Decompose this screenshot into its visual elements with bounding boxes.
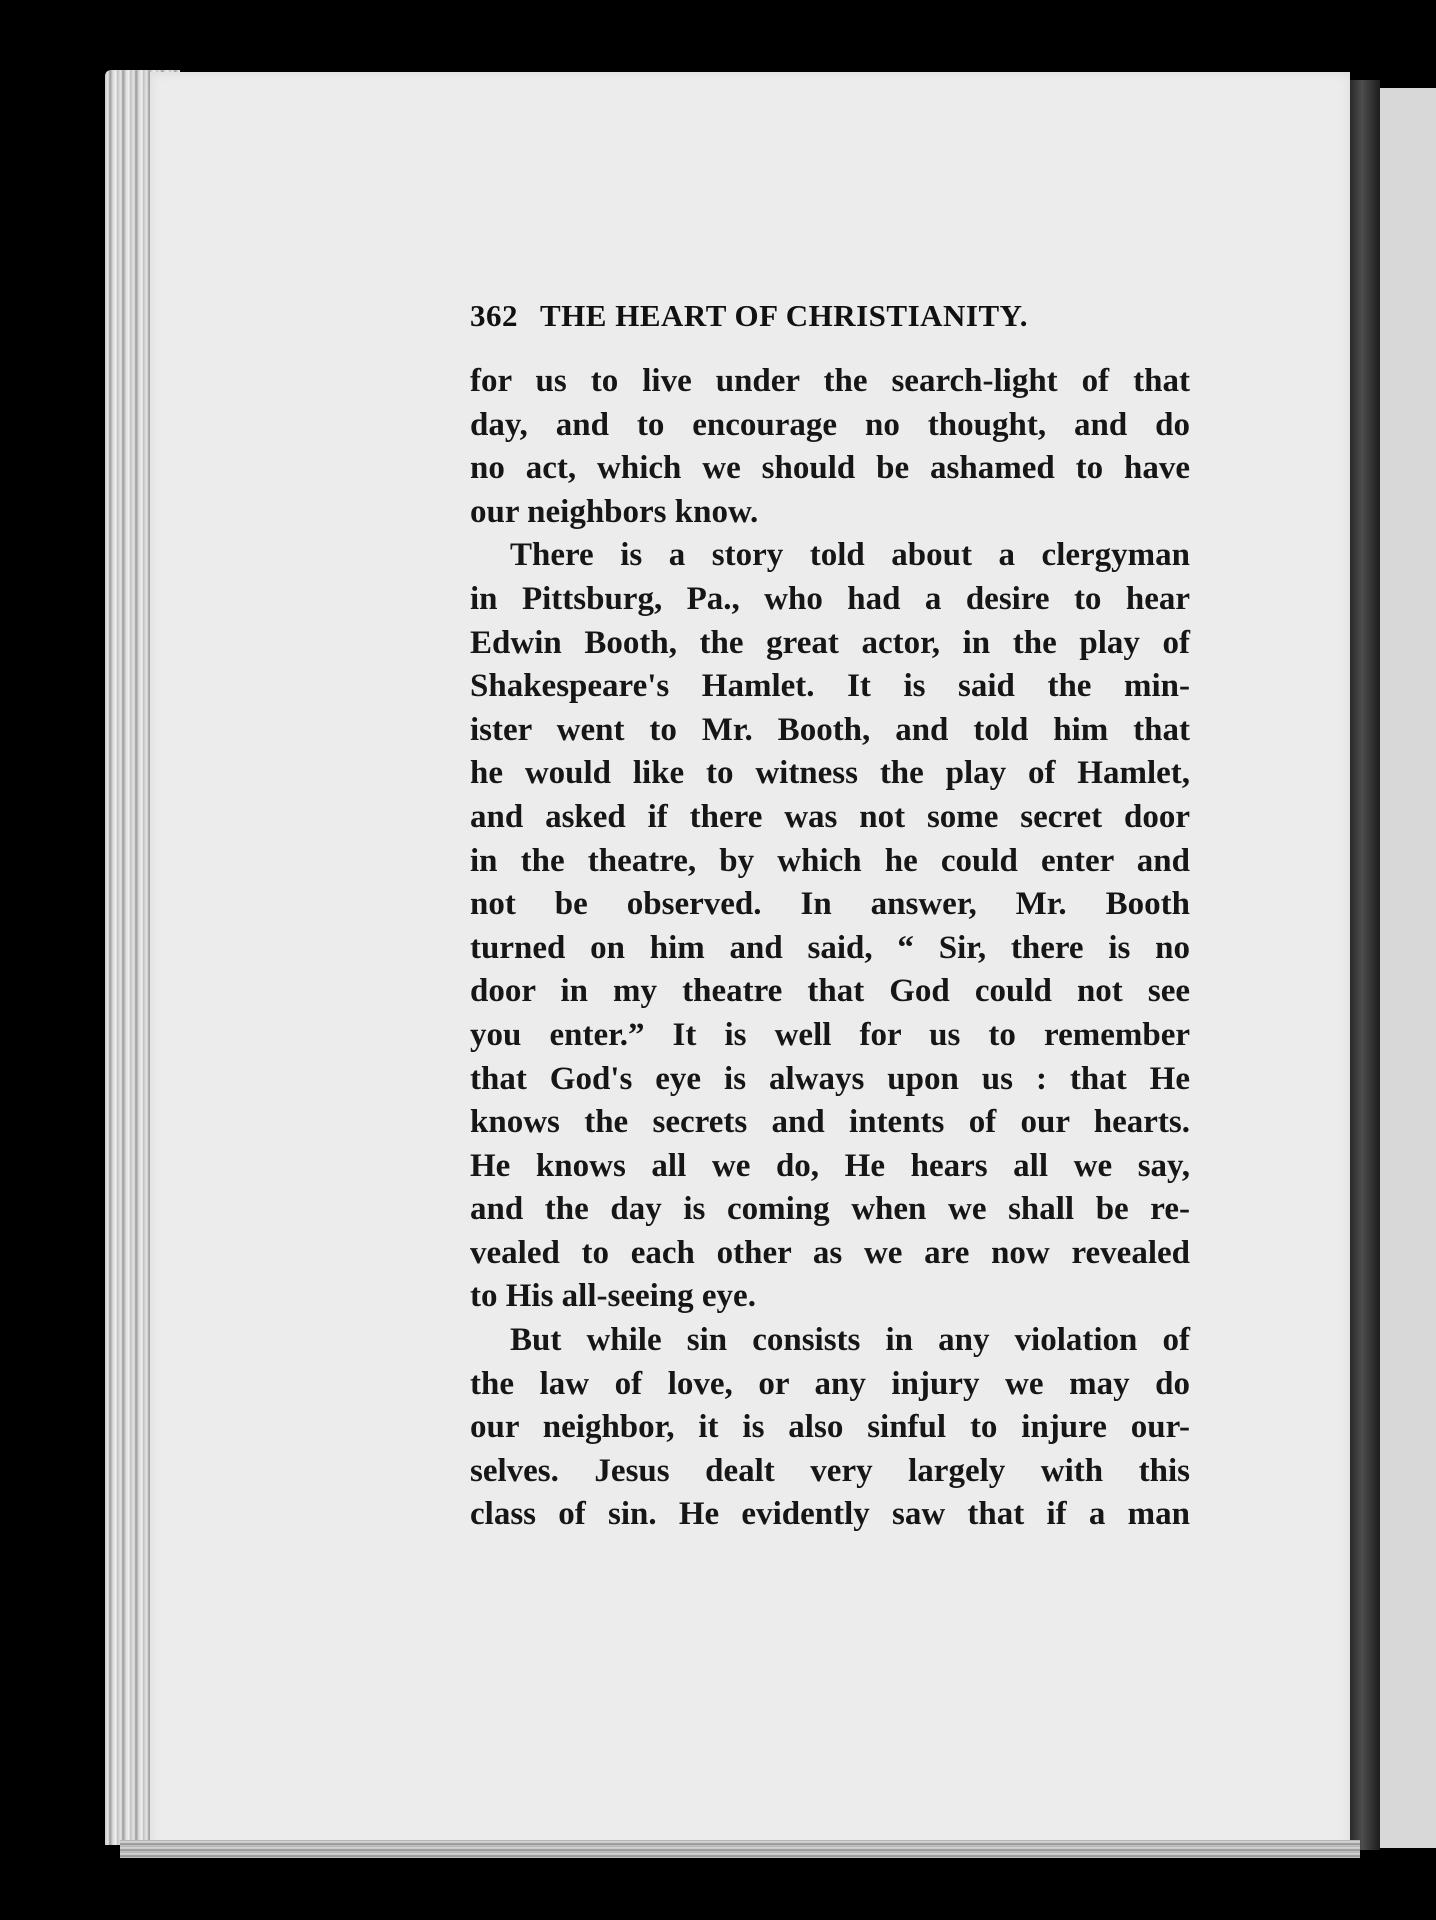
- body-text: [470, 360, 1190, 1537]
- text-line: our neighbors know.: [470, 493, 759, 530]
- bottom-page-edges: [120, 1840, 1360, 1858]
- book-binding: [1350, 80, 1380, 1850]
- text-line: to His all-seeing eye.: [470, 1278, 756, 1315]
- text-line: in Pittsburg, Pa., who had a desire to hear: [470, 580, 1190, 617]
- text-line: Edwin Booth, the great actor, in the play of: [470, 624, 1190, 661]
- text-line: that God's eye is always upon us : that He: [470, 1060, 1190, 1097]
- text-line: for us to live under the search-light of that: [470, 363, 1190, 399]
- text-line: day, and to encourage no thought, and do: [470, 406, 1190, 443]
- text-line: you enter.” It is well for us to remember: [470, 1016, 1190, 1053]
- text-line: knows the secrets and intents of our hearts.: [470, 1104, 1190, 1141]
- text-line: But while sin consists in any violation of: [510, 1322, 1190, 1359]
- adjacent-page-edge: [1380, 88, 1436, 1848]
- text-line: the law of love, or any injury we may do: [470, 1365, 1190, 1402]
- text-line: our neighbor, it is also sinful to injure our-: [470, 1409, 1190, 1446]
- text-line: he would like to witness the play of Hamlet,: [470, 755, 1190, 792]
- text-line: door in my theatre that God could not see: [470, 973, 1190, 1010]
- text-line: in the theatre, by which he could enter and: [470, 842, 1190, 879]
- text-line: no act, which we should be ashamed to have: [470, 450, 1190, 487]
- text-line: not be observed. In answer, Mr. Booth: [470, 886, 1190, 923]
- text-line: There is a story told about a clergyman: [510, 537, 1190, 574]
- text-line: selves. Jesus dealt very largely with this: [470, 1452, 1190, 1489]
- text-line: turned on him and said, “ Sir, there is no: [470, 929, 1190, 966]
- text-line: vealed to each other as we are now revealed: [470, 1234, 1190, 1271]
- page-number: 362: [470, 298, 518, 333]
- text-line: and asked if there was not some secret door: [470, 798, 1190, 835]
- text-line: ister went to Mr. Booth, and told him that: [470, 711, 1190, 748]
- text-line: and the day is coming when we shall be re-: [470, 1191, 1190, 1228]
- text-line: class of sin. He evidently saw that if a man: [470, 1496, 1190, 1533]
- running-head: [470, 298, 1230, 334]
- text-line: He knows all we do, He hears all we say,: [470, 1147, 1190, 1184]
- running-head-title: THE HEART OF CHRISTIANITY.: [540, 298, 1028, 333]
- text-line: Shakespeare's Hamlet. It is said the min-: [470, 668, 1190, 705]
